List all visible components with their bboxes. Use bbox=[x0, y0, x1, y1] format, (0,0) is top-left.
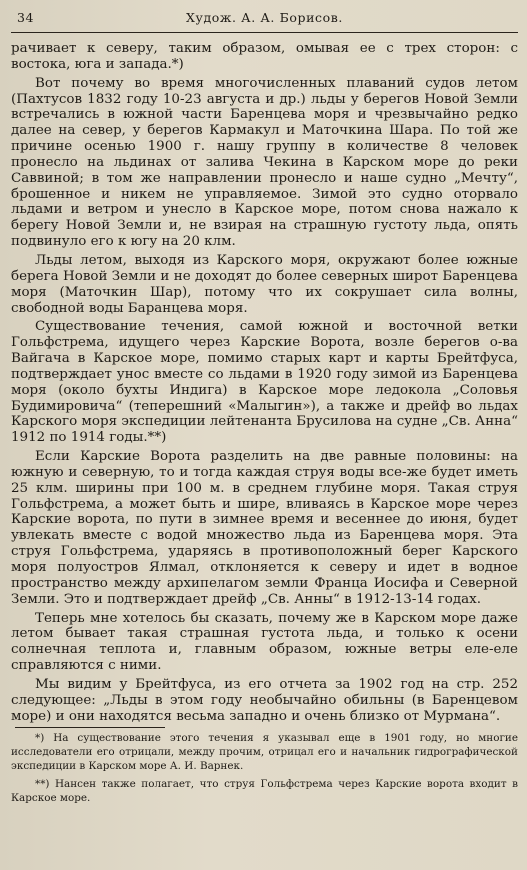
page-header bbox=[11, 6, 518, 33]
page-number: 34 bbox=[17, 10, 35, 25]
paragraph: Вот почему во время многочисленных плаваний судов летом (Пахтусов 1832 году 10-23 августа и др.) льды у берегов Новой Земли встречались в южной части Баренцева моря и чрезвычайно редко далее на север, у берегов Кармакул и Маточкина Шара. По той же причине осенью 1900 г. нашу группу в количестве 8 человек пронесло на льдинах от залива Чекина в Карском море до реки Саввиной; в том же направлении пронесло и наше судно „Мечту“, брошенное и никем не управляемое. Зимой это судно оторвало льдами и ветром и унесло в Карское море, потом снова нажало к берегу Новой Земли и, не взирая на страшную густоту льда, опять подвинуло его к югу на 20 клм. bbox=[11, 75, 518, 250]
paragraph-continued: рачивает к северу, таким образом, омывая ее с трех сторон: с востока, юга и запада.*) bbox=[11, 41, 518, 72]
running-title: Худож. А. А. Борисов. bbox=[186, 10, 343, 25]
paragraph: Существование течения, самой южной и восточной ветки Гольфстрема, идущего через Карские Ворота, возле берегов о-ва Вайгача в Карское море, помимо старых карт и карты Брейтфуса, подтверждает унос вместе со льдами в 1920 году зимой из Баренцева моря (около бухты Индига) в Карское море ледокола „Соловья Будимировича“ (теперешний «Малыгин»), а также и дрейф во льдах Карского моря экспедиции лейтенанта Брусилова на судне „Св. Анна“ 1912 по 1914 годы.**) bbox=[11, 319, 518, 446]
paragraph: Мы видим у Брейтфуса, из его отчета за 1902 год на стр. 252 следующее: „Льды в этом году необычайно обильны (в Баренцевом море) и они находятся весьма западно и очень близко от Мурмана“. bbox=[11, 676, 518, 724]
footnote-divider bbox=[15, 727, 165, 728]
paragraph: Льды летом, выходя из Карского моря, окружают более южные берега Новой Земли и не доходят до более северных широт Баренцева моря (Маточкин Шар), потому что их сокрушает сила волны, свободной воды Баранцева моря. bbox=[11, 252, 518, 316]
paragraph: Теперь мне хотелось бы сказать, почему же в Карском море даже летом бывает такая страшная густота льда, и только к осени солнечная теплота и, главным образом, южные ветры еле-еле справляются с ними. bbox=[11, 610, 518, 674]
footnote-1: *) На существование этого течения я указывал еще в 1901 году, но многие исследователи его отрицали, между прочим, отрицал его и начальник гидрографической экспедиции в Карском море А. И. Варнек. bbox=[11, 732, 518, 772]
main-text bbox=[11, 41, 518, 724]
footnotes bbox=[11, 732, 518, 805]
paragraph: Если Карские Ворота разделить на две равные половины: на южную и северную, то и тогда каждая струя воды все-же будет иметь 25 клм. ширины при 100 м. в среднем глубине моря. Такая струя Гольфстрема, а может быть и шире, вливаясь в Карское море через Карские ворота, по пути в зимнее время и весеннее до июня, будет увлекать вместе с водой множество льда из Баренцева моря. Эта струя Гольфстрема, ударяясь в противоположный берег Карского моря полуостров Ялмал, отклоняется к северу и идет в водное пространство между архипелагом земли Франца Иосифа и Северной Земли. Это и подтверждает дрейф „Св. Анны“ в 1912-13-14 годах. bbox=[11, 449, 518, 607]
footnote-2: **) Нансен также полагает, что струя Гольфстрема через Карские ворота входит в Карское море. bbox=[11, 778, 518, 804]
